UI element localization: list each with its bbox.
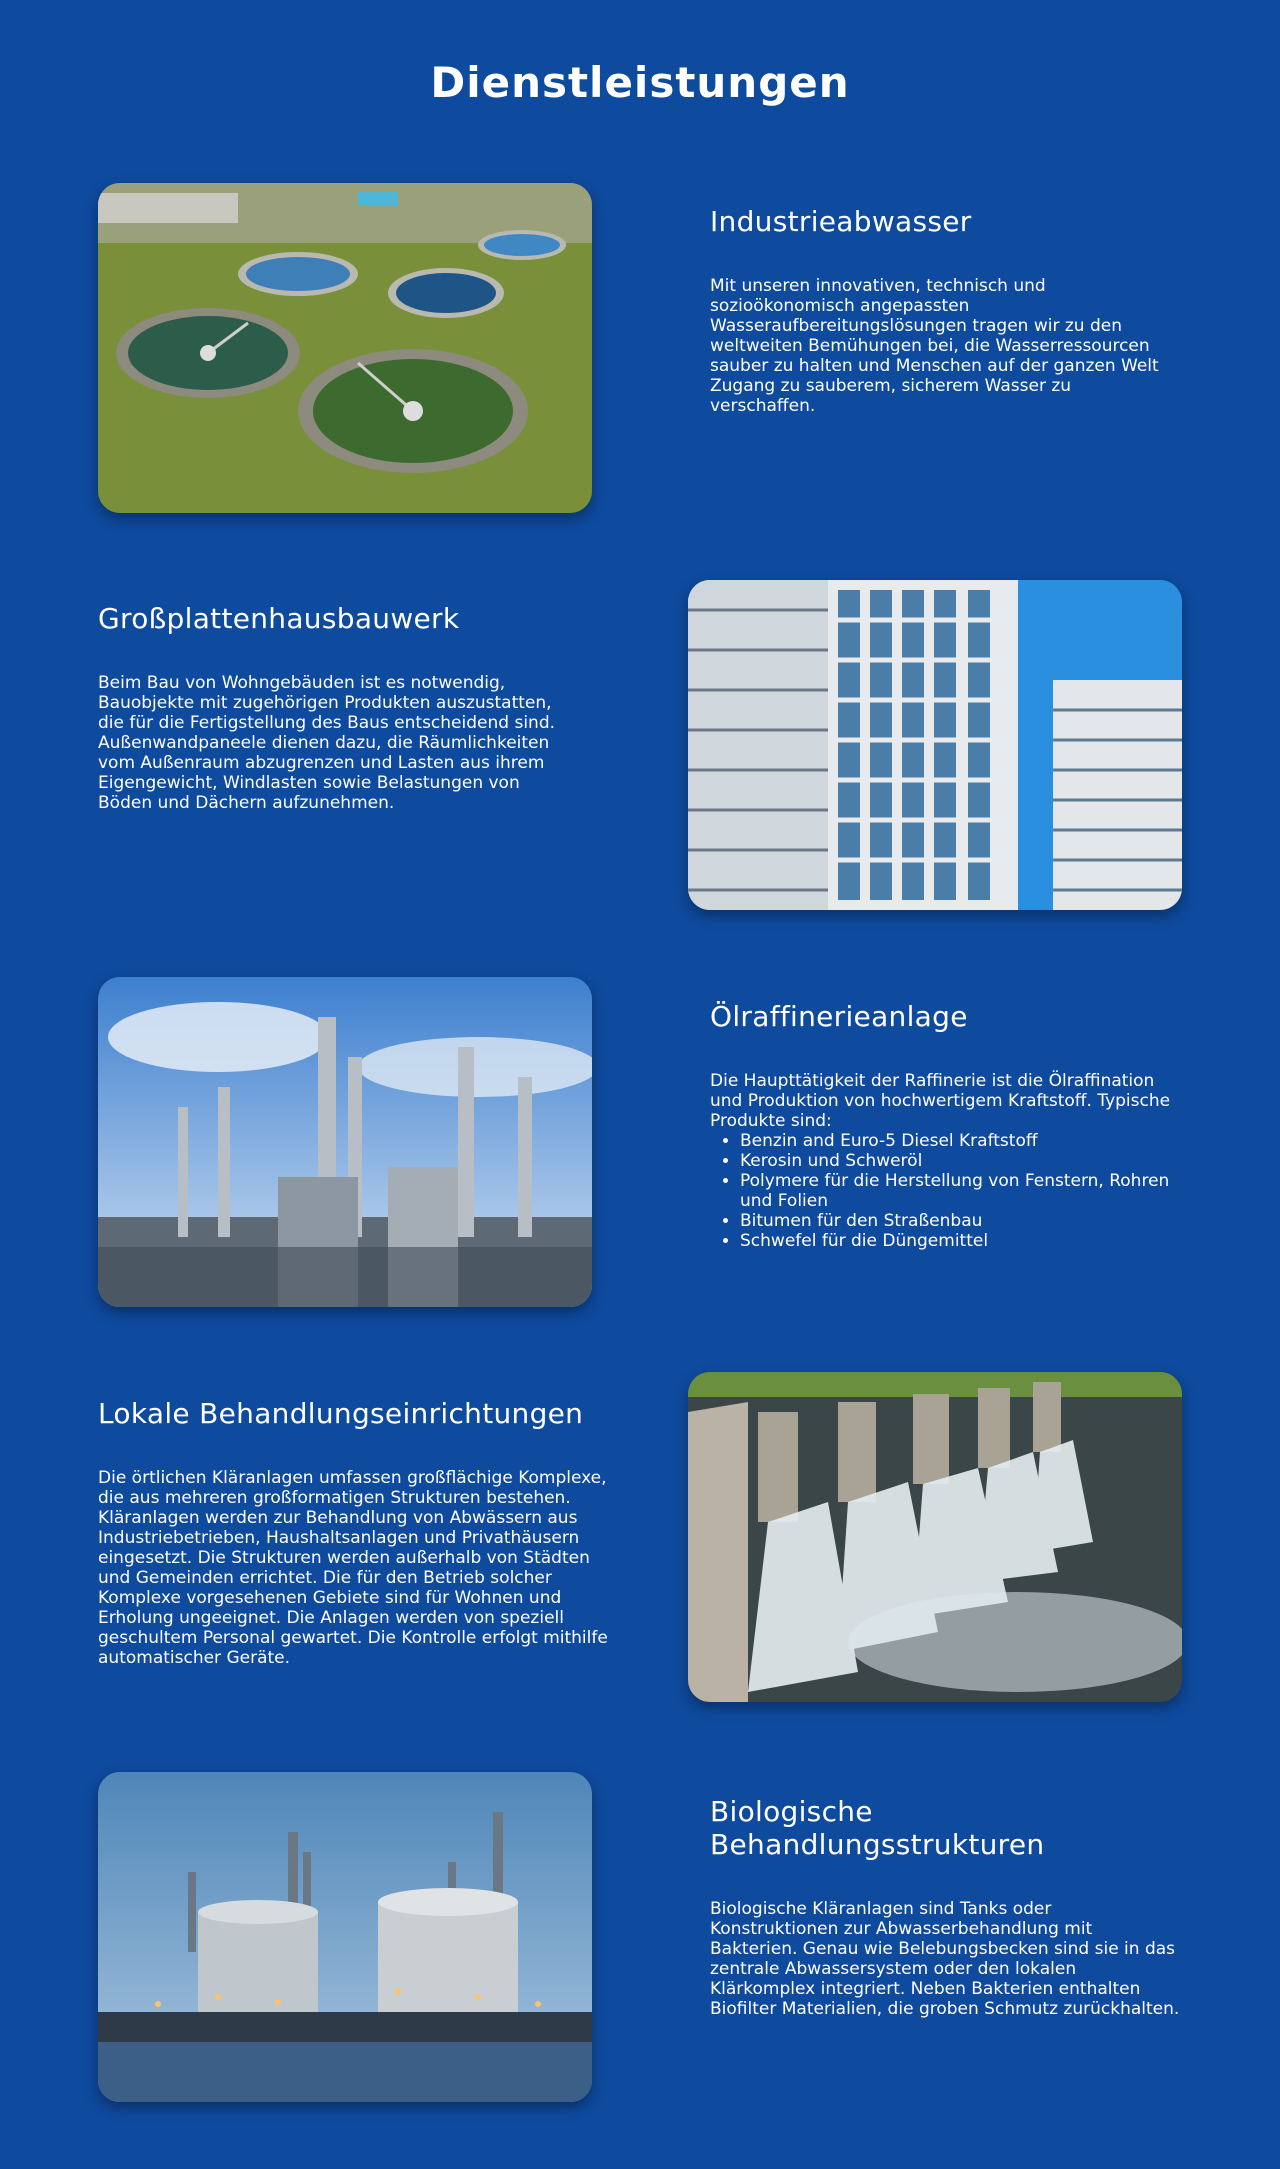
- service-panel-building: [98, 602, 568, 813]
- list-item: • Bitumen für den Straßenbau: [740, 1211, 1180, 1231]
- product-list: [710, 1131, 1180, 1251]
- service-oil-refinery: [710, 1000, 1180, 1251]
- service-title: Lokale Behandlungseinrichtungen: [98, 1397, 584, 1430]
- service-description: Beim Bau von Wohngebäuden ist es notwendig, Bauobjekte mit zugehörigen Produkten auszustatten, die für die Fertigstellung des Baus entscheidend sind. Außenwandpaneele dienen dazu, die Räumlichkeiten vom Außenraum abzugrenzen und Lasten aus ihrem Eigengewicht, Windlasten sowie Belastungen von Böden und Dächern aufzunehmen.: [98, 673, 556, 813]
- water-outflow-image: [688, 1372, 1182, 1702]
- service-local-treatment: [98, 1397, 618, 1668]
- service-description: Die Haupttätigkeit der Raffinerie ist die Ölraffination und Produktion von hochwertigem Kraftstoff. Typische Produkte sind:: [710, 1071, 1171, 1131]
- apartment-building-image: [688, 580, 1182, 910]
- page-title: Dienstleistungen: [430, 58, 850, 107]
- list-item: • Kerosin und Schweröl: [740, 1151, 1180, 1171]
- service-biological-treatment: [710, 1795, 1180, 2019]
- service-title: Industrieabwasser: [710, 205, 972, 238]
- wastewater-plant-image: [98, 183, 592, 513]
- service-description: Biologische Kläranlagen sind Tanks oder Konstruktionen zur Abwasserbehandlung mit Bakterien. Genau wie Belebungsbecken sind sie in das zentrale Abwassersystem oder den lokalen Klärkomplex integriert. Neben Bakterien enthalten Biofilter Materialien, die groben Schmutz zurückhalten.: [710, 1899, 1180, 2019]
- service-title: Großplattenhausbauwerk: [98, 602, 460, 635]
- oil-refinery-image: [98, 977, 592, 1307]
- service-description: Mit unseren innovativen, technisch und sozioökonomisch angepassten Wasseraufbereitungslösungen tragen wir zu den weltweiten Bemühungen bei, die Wasserressourcen sauber zu halten und Menschen auf der ganzen Welt Zugang zu sauberem, sicherem Wasser zu verschaffen.: [710, 276, 1159, 416]
- list-item: • Polymere für die Herstellung von Fenstern, Rohren und Folien: [740, 1171, 1180, 1211]
- list-item: • Benzin and Euro-5 Diesel Kraftstoff: [740, 1131, 1180, 1151]
- service-title: Biologische Behandlungsstrukturen: [710, 1795, 1045, 1861]
- service-description: Die örtlichen Kläranlagen umfassen großflächige Komplexe, die aus mehreren großformatigen Strukturen bestehen. Kläranlagen werden zur Behandlung von Abwässern aus Industriebetrieben, Haushaltsanlagen und Privathäusern eingesetzt. Die Strukturen werden außerhalb von Städten und Gemeinden errichtet. Die für den Betrieb solcher Komplexe vorgesehenen Gebiete sind für Wohnen und Erholung ungeeignet. Die Anlagen werden von speziell geschultem Personal gewartet. Die Kontrolle erfolgt mithilfe automatischer Geräte.: [98, 1468, 608, 1668]
- biological-treatment-image: [98, 1772, 592, 2102]
- service-title: Ölraffinerieanlage: [710, 1000, 968, 1033]
- service-industrial-wastewater: [710, 205, 1180, 416]
- list-item: • Schwefel für die Düngemittel: [740, 1231, 1180, 1251]
